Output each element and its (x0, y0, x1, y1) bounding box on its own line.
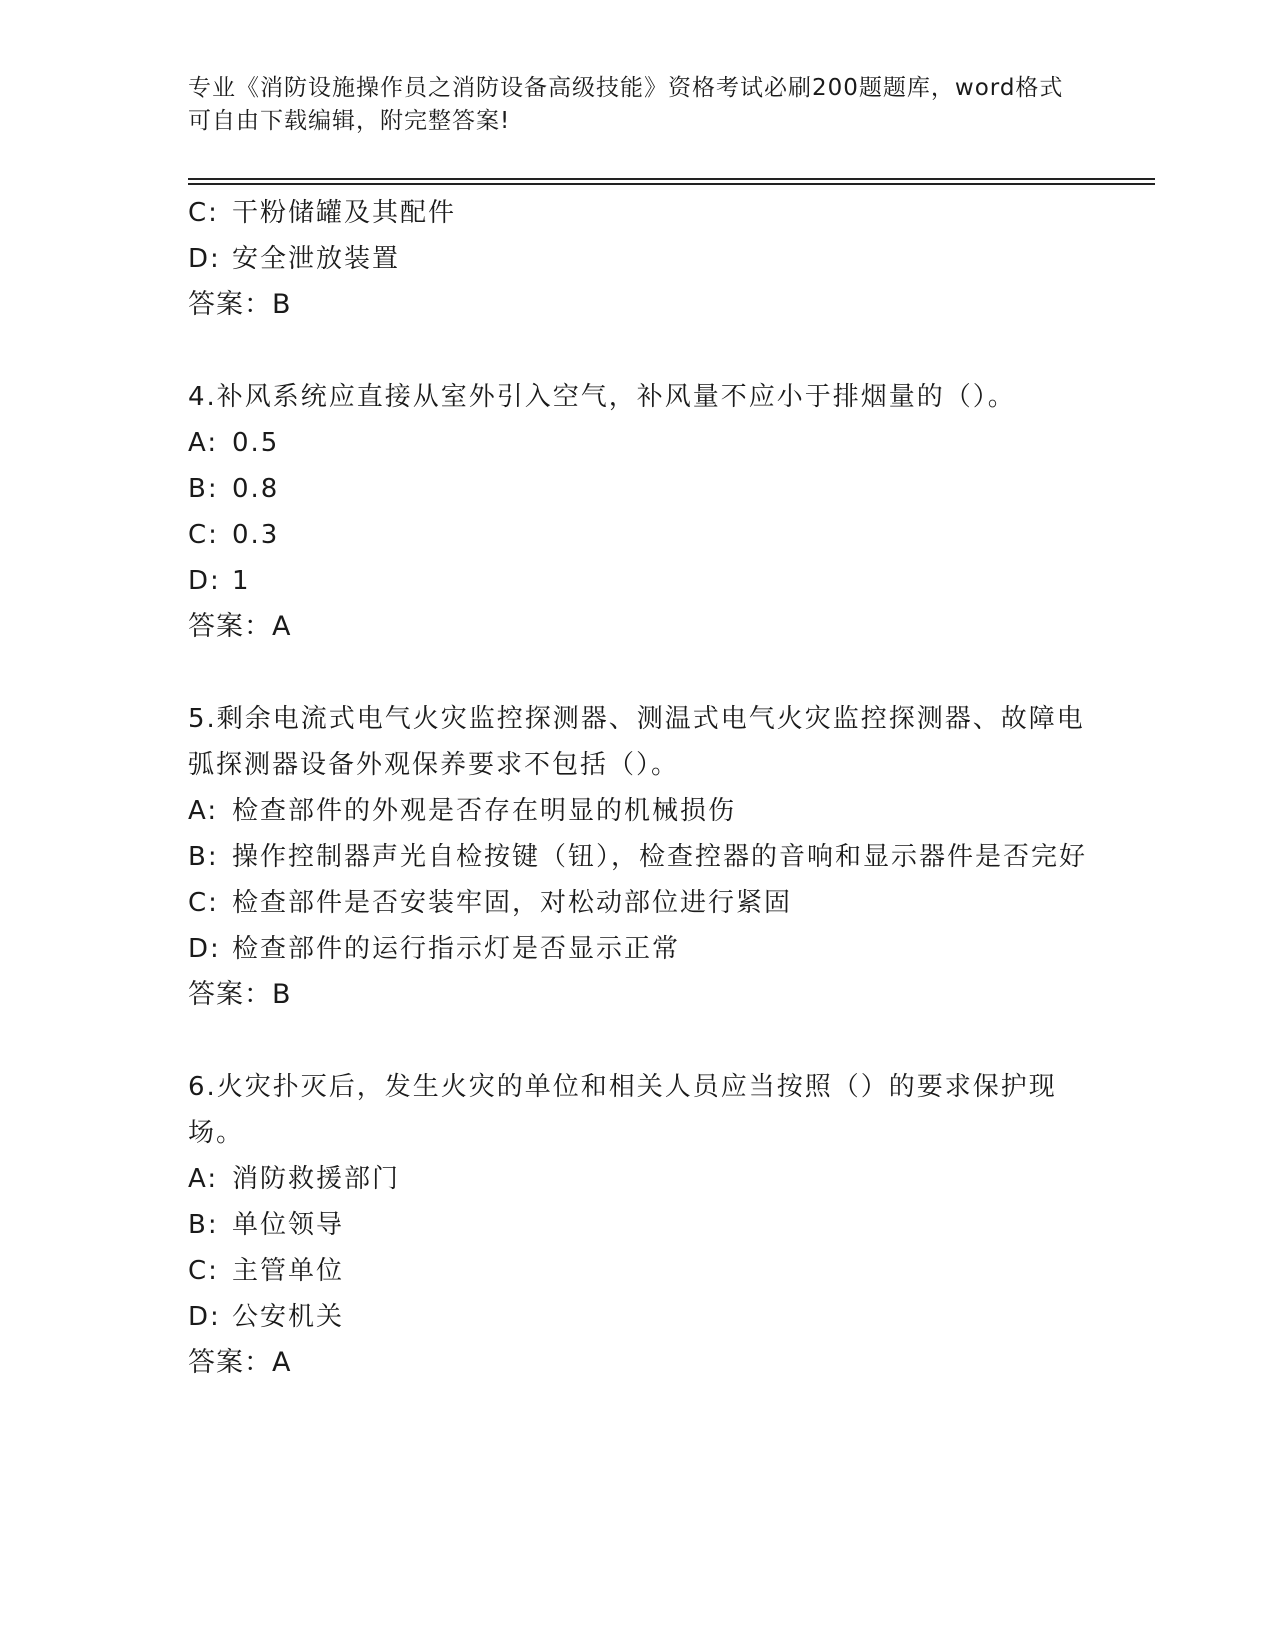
option-line: B: 单位领导 (188, 1210, 345, 1240)
option-line: A: 0.5 (188, 428, 280, 458)
option-line: C: 0.3 (188, 520, 280, 550)
option-line: B: 操作控制器声光自检按键（钮），检查控器的音响和显示器件是否完好 (188, 842, 1088, 872)
document-header (188, 72, 1068, 138)
question-stem: 6.火灾扑灭后，发生火灾的单位和相关人员应当按照（）的要求保护现场。 (188, 1072, 1057, 1148)
answer-line: 答案：A (188, 1347, 292, 1378)
option-line: D: 公安机关 (188, 1302, 345, 1332)
header-divider-bottom (188, 183, 1155, 185)
option-line: D: 检查部件的运行指示灯是否显示正常 (188, 934, 681, 964)
answer-line: 答案：B (188, 979, 292, 1010)
answer-line: 答案：A (188, 611, 292, 642)
question-stem: 4.补风系统应直接从室外引入空气，补风量不应小于排烟量的（）。 (188, 382, 1016, 412)
option-line: C: 主管单位 (188, 1256, 345, 1286)
header-divider-top (188, 178, 1155, 180)
header-title: 专业《消防设施操作员之消防设备高级技能》资格考试必刷200题题库，word格式可自由下载编辑，附完整答案! (188, 75, 1064, 134)
option-line: A: 检查部件的外观是否存在明显的机械损伤 (188, 796, 737, 826)
option-line: D: 安全泄放装置 (188, 244, 401, 274)
answer-line: 答案：B (188, 289, 292, 320)
option-line: B: 0.8 (188, 474, 280, 504)
option-line: C: 干粉储罐及其配件 (188, 198, 457, 228)
option-line: A: 消防救援部门 (188, 1164, 401, 1194)
question-content (188, 190, 1088, 1386)
option-line: C: 检查部件是否安装牢固，对松动部位进行紧固 (188, 888, 793, 918)
option-line: D: 1 (188, 566, 251, 596)
question-stem: 5.剩余电流式电气火灾监控探测器、测温式电气火灾监控探测器、故障电弧探测器设备外观保养要求不包括（）。 (188, 704, 1085, 780)
